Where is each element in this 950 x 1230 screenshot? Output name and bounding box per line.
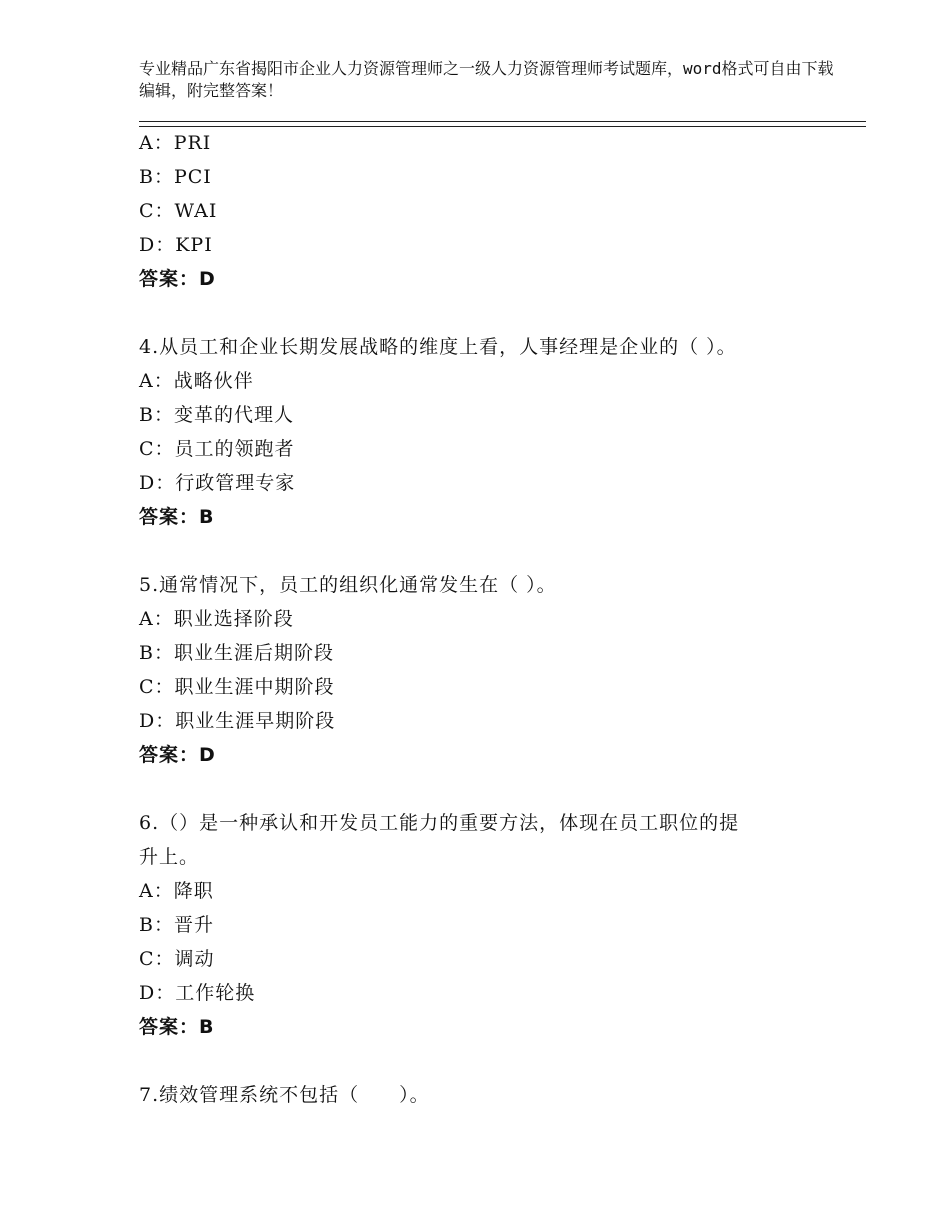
option-c: C：职业生涯中期阶段 xyxy=(139,676,335,698)
option-d: D：行政管理专家 xyxy=(139,472,296,494)
option-b: B：晋升 xyxy=(139,914,214,936)
question-4-block xyxy=(139,330,866,534)
spacer xyxy=(139,772,866,806)
question-text-line-2: 升上。 xyxy=(139,846,200,868)
question-text: 5.通常情况下，员工的组织化通常发生在（ ）。 xyxy=(139,574,557,596)
question-text: 7.绩效管理系统不包括（ ）。 xyxy=(139,1084,430,1106)
header-title: 专业精品广东省揭阳市企业人力资源管理师之一级人力资源管理师考试题库，word格式可自由下载编辑，附完整答案！ xyxy=(139,59,834,100)
document-header xyxy=(139,58,839,102)
spacer xyxy=(139,534,866,568)
option-d: D：KPI xyxy=(139,234,213,256)
question-text-line-1: 6.（）是一种承认和开发员工能力的重要方法，体现在员工职位的提 xyxy=(139,812,740,834)
option-c: C：WAI xyxy=(139,200,218,222)
spacer xyxy=(139,296,866,330)
question-3-block xyxy=(139,126,866,296)
answer-line: 答案：D xyxy=(139,268,216,290)
question-list xyxy=(139,126,866,1112)
option-a: A：职业选择阶段 xyxy=(139,608,294,630)
option-c: C：员工的领跑者 xyxy=(139,438,295,460)
spacer xyxy=(139,1044,866,1078)
option-a: A：PRI xyxy=(139,132,212,154)
option-b: B：职业生涯后期阶段 xyxy=(139,642,334,664)
answer-line: 答案：B xyxy=(139,1016,215,1038)
question-5-block xyxy=(139,568,866,772)
option-b: B：变革的代理人 xyxy=(139,404,294,426)
option-d: D：职业生涯早期阶段 xyxy=(139,710,336,732)
answer-line: 答案：D xyxy=(139,744,216,766)
question-7-block xyxy=(139,1078,866,1112)
question-text: 4.从员工和企业长期发展战略的维度上看，人事经理是企业的（ ）。 xyxy=(139,336,737,358)
answer-line: 答案：B xyxy=(139,506,215,528)
option-d: D：工作轮换 xyxy=(139,982,256,1004)
option-c: C：调动 xyxy=(139,948,215,970)
option-a: A：战略伙伴 xyxy=(139,370,254,392)
option-a: A：降职 xyxy=(139,880,214,902)
question-6-block xyxy=(139,806,866,1044)
option-b: B：PCI xyxy=(139,166,212,188)
